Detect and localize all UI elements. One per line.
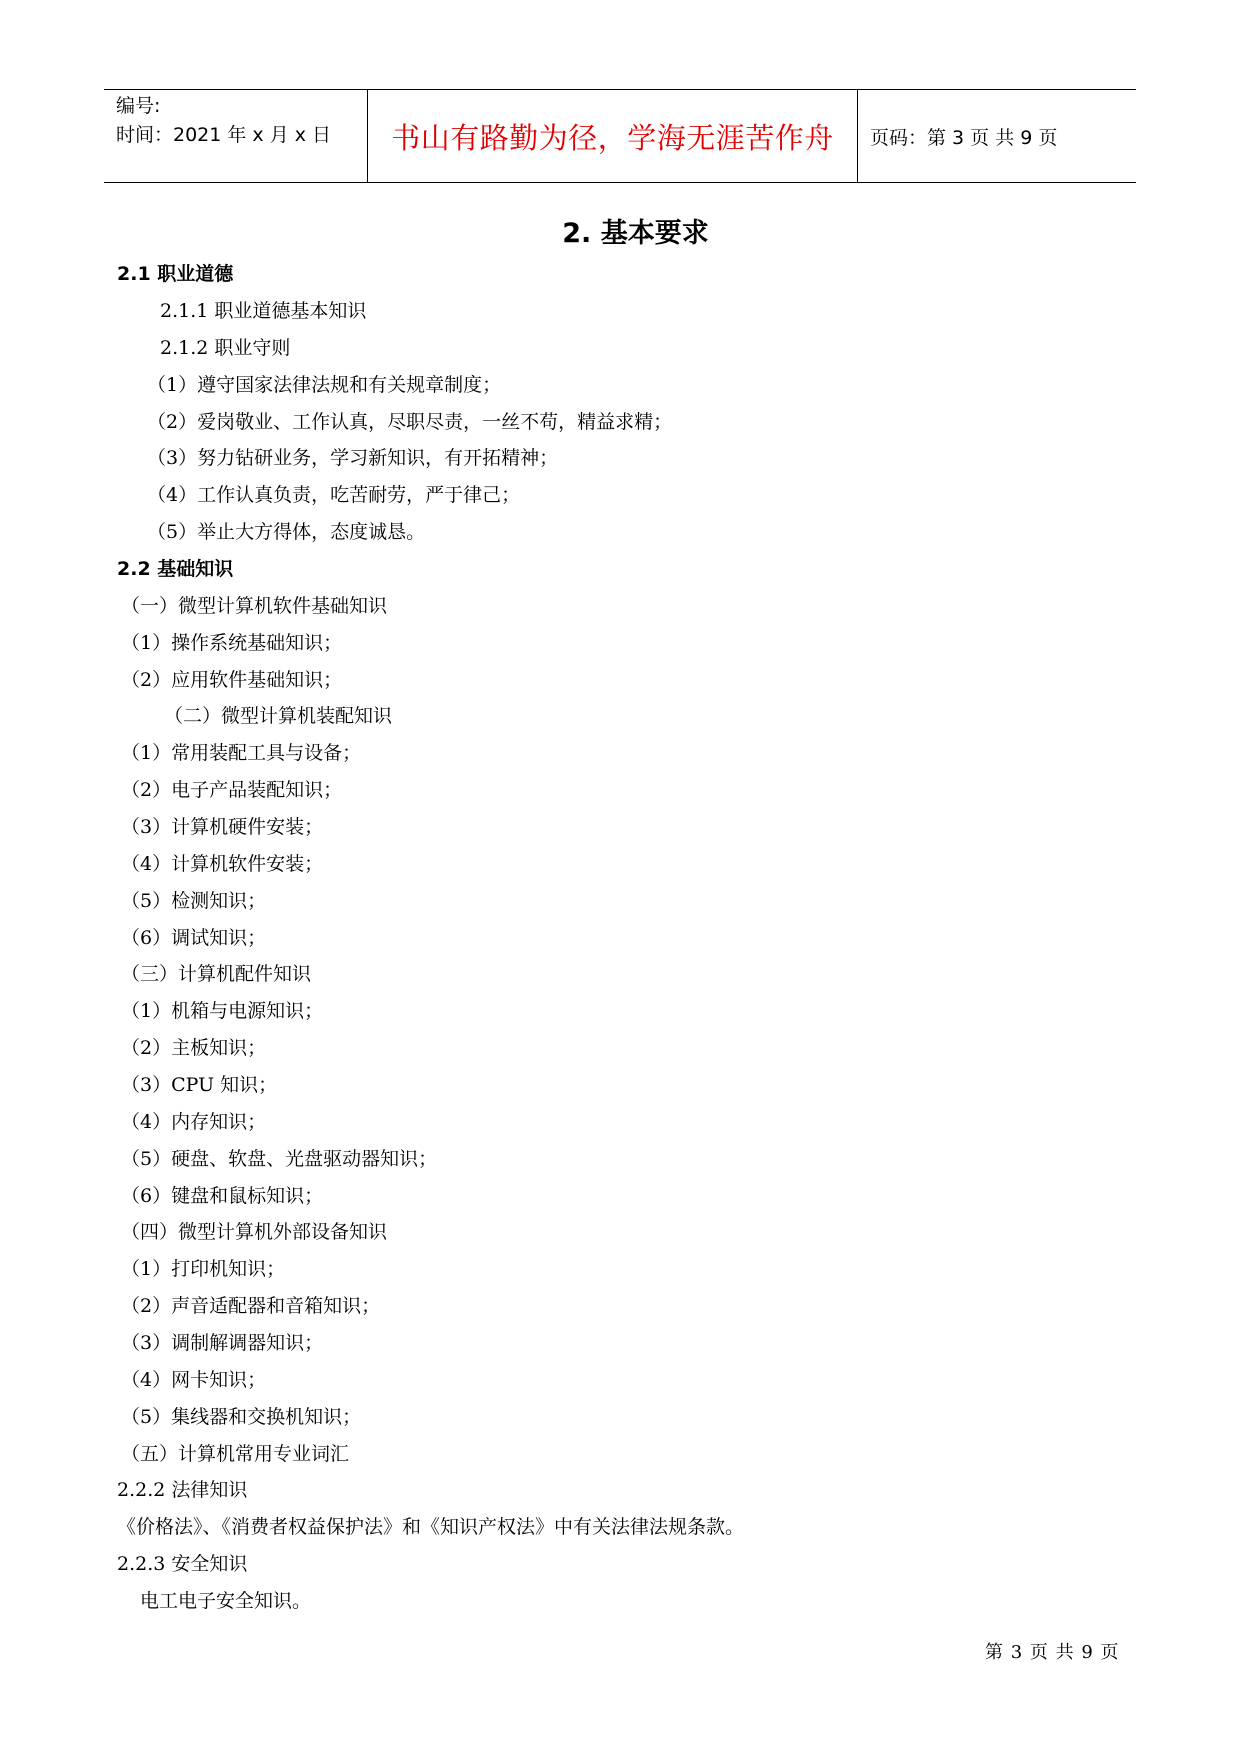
subheading-2-2-3: 2.2.3 安全知识	[117, 1553, 248, 1575]
subsection-heading: （三）计算机配件知识	[121, 963, 312, 985]
subheading-2-2-2: 2.2.2 法律知识	[117, 1479, 248, 1501]
body-paragraph: 电工电子安全知识。	[140, 1590, 312, 1612]
subsection-heading: （五）计算机常用专业词汇	[121, 1443, 350, 1465]
header-motto: 书山有路勤为径，学海无涯苦作舟	[368, 90, 858, 182]
list-item: （4）计算机软件安装；	[121, 853, 324, 875]
list-item: （1）常用装配工具与设备；	[121, 742, 362, 764]
list-item: （1）遵守国家法律法规和有关规章制度；	[147, 374, 502, 396]
body-paragraph: 《价格法》、《消费者权益保护法》和《知识产权法》中有关法律法规条款。	[117, 1516, 745, 1538]
page-footer: 第 3 页 共 9 页	[985, 1642, 1120, 1663]
list-item: （3）计算机硬件安装；	[121, 816, 324, 838]
subsection-heading: （四）微型计算机外部设备知识	[121, 1221, 388, 1243]
list-item: （3）努力钻研业务，学习新知识，有开拓精神；	[147, 447, 559, 469]
list-item: （2）应用软件基础知识；	[121, 669, 343, 691]
list-item: （5）硬盘、软盘、光盘驱动器知识；	[121, 1148, 438, 1170]
subheading-2-1-1: 2.1.1 职业道德基本知识	[160, 300, 367, 322]
list-item: （4）工作认真负责，吃苦耐劳，严于律己；	[147, 484, 521, 506]
subheading-2-1-2: 2.1.2 职业守则	[160, 337, 291, 359]
list-item: （5）集线器和交换机知识；	[121, 1406, 362, 1428]
list-item: （5）检测知识；	[121, 890, 267, 912]
list-item: （6）键盘和鼠标知识；	[121, 1185, 324, 1207]
list-item: （1）打印机知识；	[121, 1258, 286, 1280]
list-item: （3）CPU 知识；	[121, 1074, 278, 1096]
section-title: 2. 基本要求	[562, 218, 709, 249]
subsection-heading: （二）微型计算机装配知识	[164, 705, 393, 727]
list-item: （1）机箱与电源知识；	[121, 1000, 324, 1022]
subsection-heading: （一）微型计算机软件基础知识	[121, 595, 388, 617]
list-item: （5）举止大方得体，态度诚恳。	[147, 521, 426, 543]
list-item: （2）主板知识；	[121, 1037, 267, 1059]
heading-2-1: 2.1 职业道德	[117, 263, 234, 285]
list-item: （2）爱岗敬业、工作认真，尽职尽责，一丝不苟，精益求精；	[147, 411, 673, 433]
list-item: （4）内存知识；	[121, 1111, 267, 1133]
serial-number-label: 编号:	[116, 95, 161, 117]
date-label: 时间：2021 年 x 月 x 日	[116, 124, 332, 146]
list-item: （4）网卡知识；	[121, 1369, 267, 1391]
list-item: （2）声音适配器和音箱知识；	[121, 1295, 381, 1317]
header-meta	[104, 90, 368, 182]
list-item: （2）电子产品装配知识；	[121, 779, 343, 801]
list-item: （3）调制解调器知识；	[121, 1332, 324, 1354]
header-page-number: 页码：第 3 页 共 9 页	[870, 126, 1058, 149]
heading-2-2: 2.2 基础知识	[117, 558, 234, 580]
page-header	[104, 89, 1136, 183]
list-item: （1）操作系统基础知识；	[121, 632, 343, 654]
list-item: （6）调试知识；	[121, 927, 267, 949]
